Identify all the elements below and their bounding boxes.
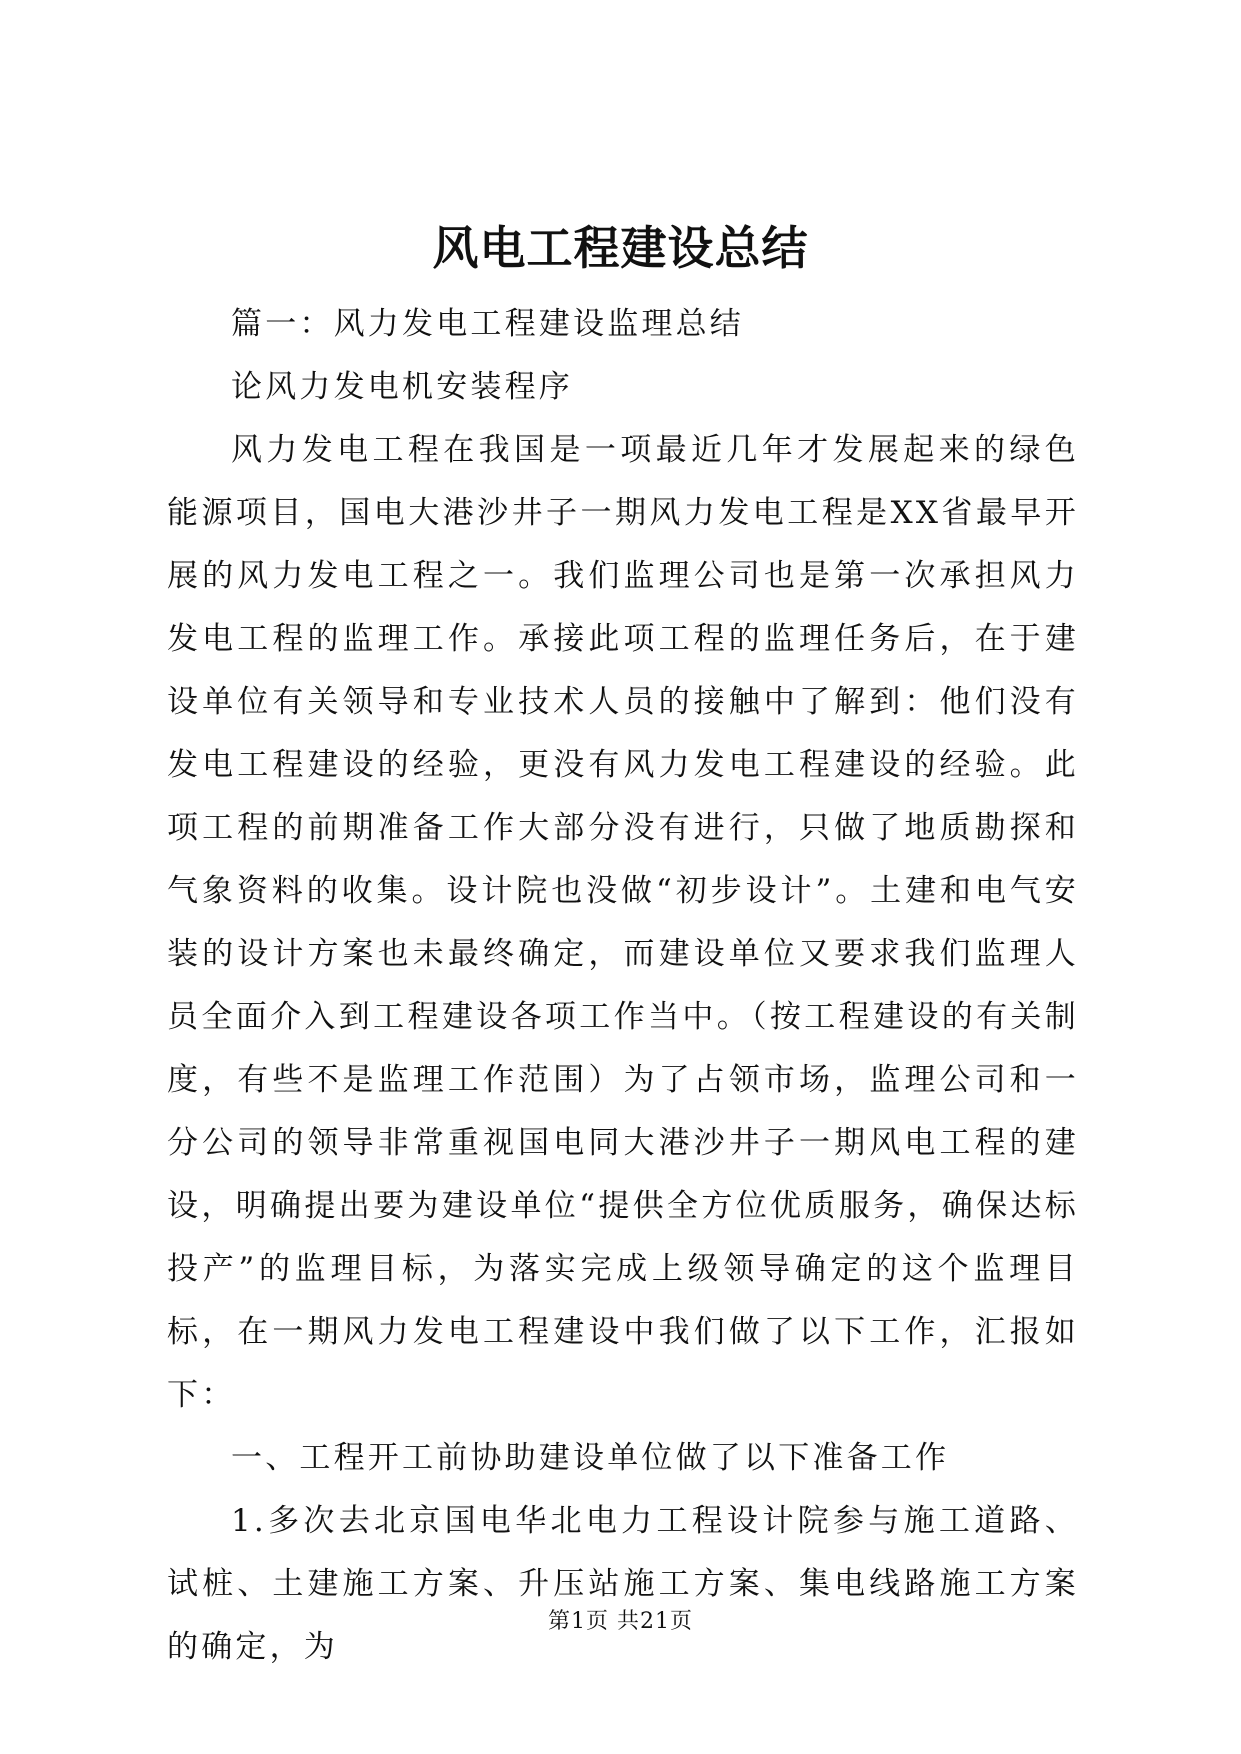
document-title: 风电工程建设总结 bbox=[432, 221, 809, 275]
body-paragraph: 风力发电工程在我国是一项最近几年才发展起来的绿色能源项目，国电大港沙井子一期风力发电工程是XX省最早开展的风力发电工程之一。我们监理公司也是第一次承担风力发电工程的监理工作。承接此项工程的监理任务后，在于建设单位有关领导和专业技术人员的接触中了解到：他们没有发电工程建设的经验，更没有风力发电工程建设的经验。此项工程的前期准备工作大部分没有进行，只做了地质勘探和气象资料的收集。设计院也没做“初步设计”。土建和电气安装的设计方案也未最终确定，而建设单位又要求我们监理人员全面介入到工程建设各项工作当中。（按工程建设的有关制度，有些不是监理工作范围）为了占领市场，监理公司和一分公司的领导非常重视国电同大港沙井子一期风电工程的建设，明确提出要为建设单位“提供全方位优质服务，确保达标投产”的监理目标，为落实完成上级领导确定的这个监理目标，在一期风力发电工程建设中我们做了以下工作，汇报如下： bbox=[167, 432, 1079, 1413]
list-item: 1.多次去北京国电华北电力工程设计院参与施工道路、试桩、土建施工方案、升压站施工方案、集电线路施工方案的确定，为 bbox=[167, 1503, 1079, 1665]
section-heading: 篇一：风力发电工程建设监理总结 bbox=[231, 306, 744, 342]
document-body bbox=[167, 293, 1079, 1679]
list-heading: 一、工程开工前协助建设单位做了以下准备工作 bbox=[231, 1440, 950, 1476]
subheading: 论风力发电机安装程序 bbox=[231, 369, 573, 405]
page-number-footer: 第1页 共21页 bbox=[548, 1609, 693, 1634]
